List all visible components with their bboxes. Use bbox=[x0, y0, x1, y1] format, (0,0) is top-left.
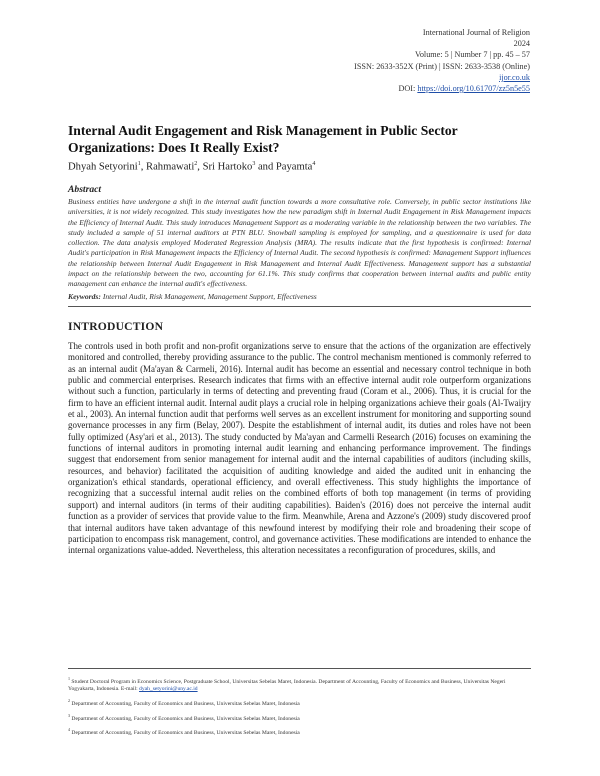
author-affiliation-mark: 1 bbox=[137, 161, 141, 167]
author-affiliation-mark: 2 bbox=[194, 161, 198, 167]
author-separator: , bbox=[140, 161, 147, 173]
footnote-mark: 3 bbox=[68, 712, 70, 718]
doi-label: DOI: bbox=[398, 84, 416, 94]
section-heading: INTRODUCTION bbox=[68, 320, 164, 333]
footnote-divider bbox=[68, 668, 531, 669]
footnote-text: Department of Accounting, Faculty of Economics and Business, Universitas Sebelas Maret, Indonesia bbox=[71, 700, 300, 707]
author-name: Sri Hartoko bbox=[202, 161, 253, 173]
paper-title: Internal Audit Engagement and Risk Management in Public Sector Organizations: Does It Really Exist? bbox=[68, 123, 458, 155]
footnote bbox=[68, 712, 531, 723]
author-list bbox=[68, 161, 315, 173]
journal-volume: Volume: 5 | Number 7 | pp. 45 – 57 bbox=[414, 50, 530, 60]
journal-issn: ISSN: 2633-352X (Print) | ISSN: 2633-3538 (Online) bbox=[354, 61, 530, 71]
footnote-mark: 4 bbox=[68, 726, 70, 732]
journal-site-link[interactable]: ijor.co.uk bbox=[499, 72, 530, 82]
body-paragraph: The controls used in both profit and non-profit organizations serve to ensure that the actions of the organization are effectively monitored and controlled, thereby providing assurance to the public. The control mechanism mentioned is commonly referred to as an internal audit (Ma'ayan & Carmeli, 2016). Internal audit has become an essential and necessary control technique in both public and commercial enterprises. Research indicates that firms with an effective internal audit role outperform organizations without such a function, particularly in terms of detecting and preventing fraud (Coram et al., 2006). Thus, it is crucial for the firm to have an efficient internal audit. Internal audit plays a crucial role in helping organizations achieve their goals (Al-Twaijry et al., 2003). An internal function audit that performs well serves as an excellent instrument for monitoring and supporting sound governance processes in any firm (Belay, 2007). Despite the establishment of internal audit, its duties and roles have not been fully optimized (Asy'ari et al., 2013). The study conducted by Ma'ayan and Carmelli Research (2016) focuses on examining the functions of internal auditors in promoting internal audit learning and enhancing performance improvement. The findings suggest that endorsement from senior management for internal audit and the internal capabilities of auditors (including skills, resources, and behavior) facilitated the acquisition of auditing knowledge and aided the audited unit in enhancing the organization's ethical standards, operational efficiency, and overall effectiveness. This study highlights the importance of recognizing that a successful internal audit relies on the combined efforts of both top management (in terms of providing support) and internal auditors (in terms of their auditing capabilities). Baiden's (2016) does not perceive the internal audit function as a provider of services that provide value to the firm. Meanwhile, Arena and Azzone's (2009) study discovered proof that internal auditors have taken advantage of this newfound interest by modifying their role and broadening their scope of participation to encompass risk management, control, and governance activities. These modifications are intended to enhance the internal organizations value-added. Nevertheless, this alteration necessitates a reconfiguration of procedures, skills, and bbox=[68, 341, 531, 556]
keywords-text: Internal Audit, Risk Management, Management Support, Effectiveness bbox=[102, 292, 317, 301]
author-name: Rahmawati bbox=[146, 161, 195, 173]
footnote bbox=[68, 697, 531, 708]
footnote-text: Student Doctoral Program in Economics Science, Postgraduate School, Universitas Sebelas Maret, Indonesia. Department of Accounting, Faculty of Economics and Business, Universitas Negeri Yogyakarta, Indonesia. E-mail: bbox=[68, 678, 506, 693]
journal-header bbox=[354, 27, 530, 94]
abstract-text: Business entities have undergone a shift in the internal audit function towards a more consultative role. Conversely, in public sector institutions like universities, it is not widely recognized. This study investigates how the new paradigm shift in Internal Audit Engagement in Risk Management impacts the Efficiency of Internal Audit. This study introduces Management Support as a moderating variable in the relationship between the two variables. The study included a sample of 51 internal auditors at PTN BLU. Snowball sampling is employed for sampling, and a questionnaire is used for data collection. The data analysis employed Moderated Regression Analysis (MRA). The results indicate that the first hypothesis is confirmed: Internal Audit's participation in Risk Management impacts the Efficiency of Internal Audit. The second hypothesis is confirmed: Management Support influences the relationship between Internal Audit Engagement in Risk Management and Internal Audit Effectiveness. Management support has a substantial impact on the relationship between the two, accounting for 61.1%. This study confirms that cooperation between internal audits and public entity management can enhance the internal audit's effectiveness. bbox=[68, 197, 531, 289]
keywords-label: Keywords: bbox=[68, 292, 101, 301]
keywords-line bbox=[68, 292, 531, 301]
footnote-mark: 2 bbox=[68, 698, 70, 704]
author-separator: , bbox=[197, 161, 203, 173]
doi-link[interactable]: https://doi.org/10.61707/zz5n5e55 bbox=[417, 84, 530, 94]
author-name: Payamta bbox=[275, 161, 313, 173]
footnote-text: Department of Accounting, Faculty of Economics and Business, Universitas Sebelas Maret, Indonesia bbox=[71, 715, 300, 722]
author-affiliation-mark: 4 bbox=[312, 161, 316, 167]
author-affiliation-mark: 3 bbox=[252, 161, 256, 167]
footnote-email-link[interactable]: dyah_setyorini@uny.ac.id bbox=[139, 686, 198, 693]
journal-name: International Journal of Religion bbox=[422, 28, 530, 37]
author-name: Dhyah Setyorini bbox=[68, 161, 138, 173]
author-separator: and bbox=[255, 161, 276, 173]
section-divider bbox=[68, 306, 531, 307]
footnote-text: Department of Accounting, Faculty of Economics and Business, Universitas Sebelas Maret, Indonesia bbox=[71, 729, 300, 736]
footnote bbox=[68, 675, 531, 694]
journal-year: 2024 bbox=[513, 39, 530, 49]
footnotes bbox=[68, 675, 531, 740]
footnote-mark: 1 bbox=[68, 676, 70, 681]
footnote bbox=[68, 726, 531, 737]
abstract-heading: Abstract bbox=[68, 184, 102, 195]
